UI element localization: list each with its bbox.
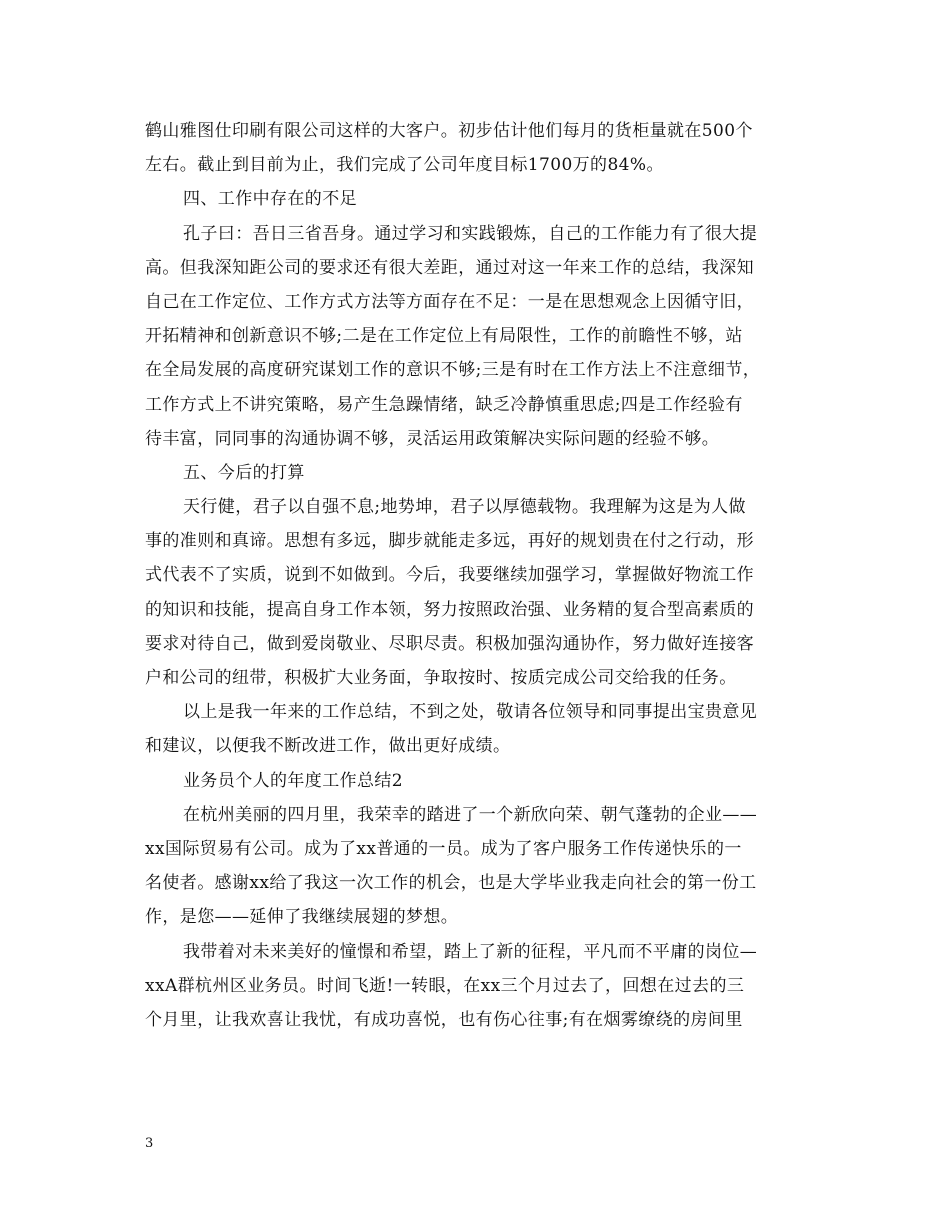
text-line: 作，是您——延伸了我继续展翅的梦想。	[145, 907, 459, 928]
text-line: 户和公司的纽带，积极扩大业务面，争取按时、按质完成公司交给我的任务。	[145, 668, 737, 688]
text-line: 工作方式上不讲究策略，易产生急躁情绪，缺乏冷静慎重思虑;四是工作经验有	[145, 394, 743, 415]
text-line: 开拓精神和创新意识不够;二是在工作定位上有局限性，工作的前瞻性不够，站	[145, 326, 743, 347]
text-line: 左右。截止到目前为止，我们完成了公司年度目标1700万的84%。	[145, 155, 664, 176]
text-line: 孔子曰：吾日三省吾身。通过学习和实践锻炼，自己的工作能力有了很大提	[183, 223, 758, 244]
page-number: 3	[145, 1136, 154, 1151]
text-line: 要求对待自己，做到爱岗敬业、尽职尽责。积极加强沟通协作，努力做好连接客	[145, 633, 754, 654]
text-line: 名使者。感谢xx给了我这一次工作的机会，也是大学毕业我走向社会的第一份工	[145, 873, 757, 894]
text-line: xx国际贸易有公司。成为了xx普通的一员。成为了客户服务工作传递快乐的一	[145, 838, 742, 859]
text-line: 五、今后的打算	[183, 462, 305, 483]
text-line: 业务员个人的年度工作总结2	[183, 770, 404, 791]
text-line: 个月里，让我欢喜让我忧，有成功喜悦，也有伤心往事;有在烟雾缭绕的房间里	[145, 1009, 743, 1030]
text-line: 天行健，君子以自强不息;地势坤，君子以厚德载物。我理解为这是为人做	[183, 497, 746, 518]
text-line: 和建议，以便我不断改进工作，做出更好成绩。	[145, 736, 511, 757]
text-line: 我带着对未来美好的憧憬和希望，踏上了新的征程，平凡而不平庸的岗位—	[183, 941, 758, 962]
text-line: xxA群杭州区业务员。时间飞逝!一转眼，在xx三个月过去了，回想在过去的三	[145, 975, 745, 996]
text-line: 在全局发展的高度研究谋划工作的意识不够;三是有时在工作方法上不注意细节，	[145, 360, 761, 381]
text-line: 事的准则和真谛。思想有多远，脚步就能走多远，再好的规划贵在付之行动，形	[145, 531, 754, 552]
text-line: 自己在工作定位、工作方式方法等方面存在不足：一是在思想观念上因循守旧，	[145, 291, 754, 312]
text-line: 以上是我一年来的工作总结，不到之处，敬请各位领导和同事提出宝贵意见	[183, 702, 758, 723]
text-line: 在杭州美丽的四月里，我荣幸的踏进了一个新欣向荣、朝气蓬勃的企业——	[183, 804, 758, 825]
text-line: 四、工作中存在的不足	[183, 189, 357, 210]
text-line: 式代表不了实质，说到不如做到。今后，我要继续加强学习，掌握做好物流工作	[145, 565, 754, 586]
text-line: 鹤山雅图仕印刷有限公司这样的大客户。初步估计他们每月的货柜量就在500个	[145, 121, 753, 141]
text-line: 高。但我深知距公司的要求还有很大差距，通过对这一年来工作的总结，我深知	[145, 257, 754, 278]
text-line: 待丰富，同同事的沟通协调不够，灵活运用政策解决实际问题的经验不够。	[145, 428, 720, 449]
text-line: 的知识和技能，提高自身工作本领，努力按照政治强、业务精的复合型高素质的	[145, 599, 754, 620]
document-body	[145, 114, 805, 1037]
